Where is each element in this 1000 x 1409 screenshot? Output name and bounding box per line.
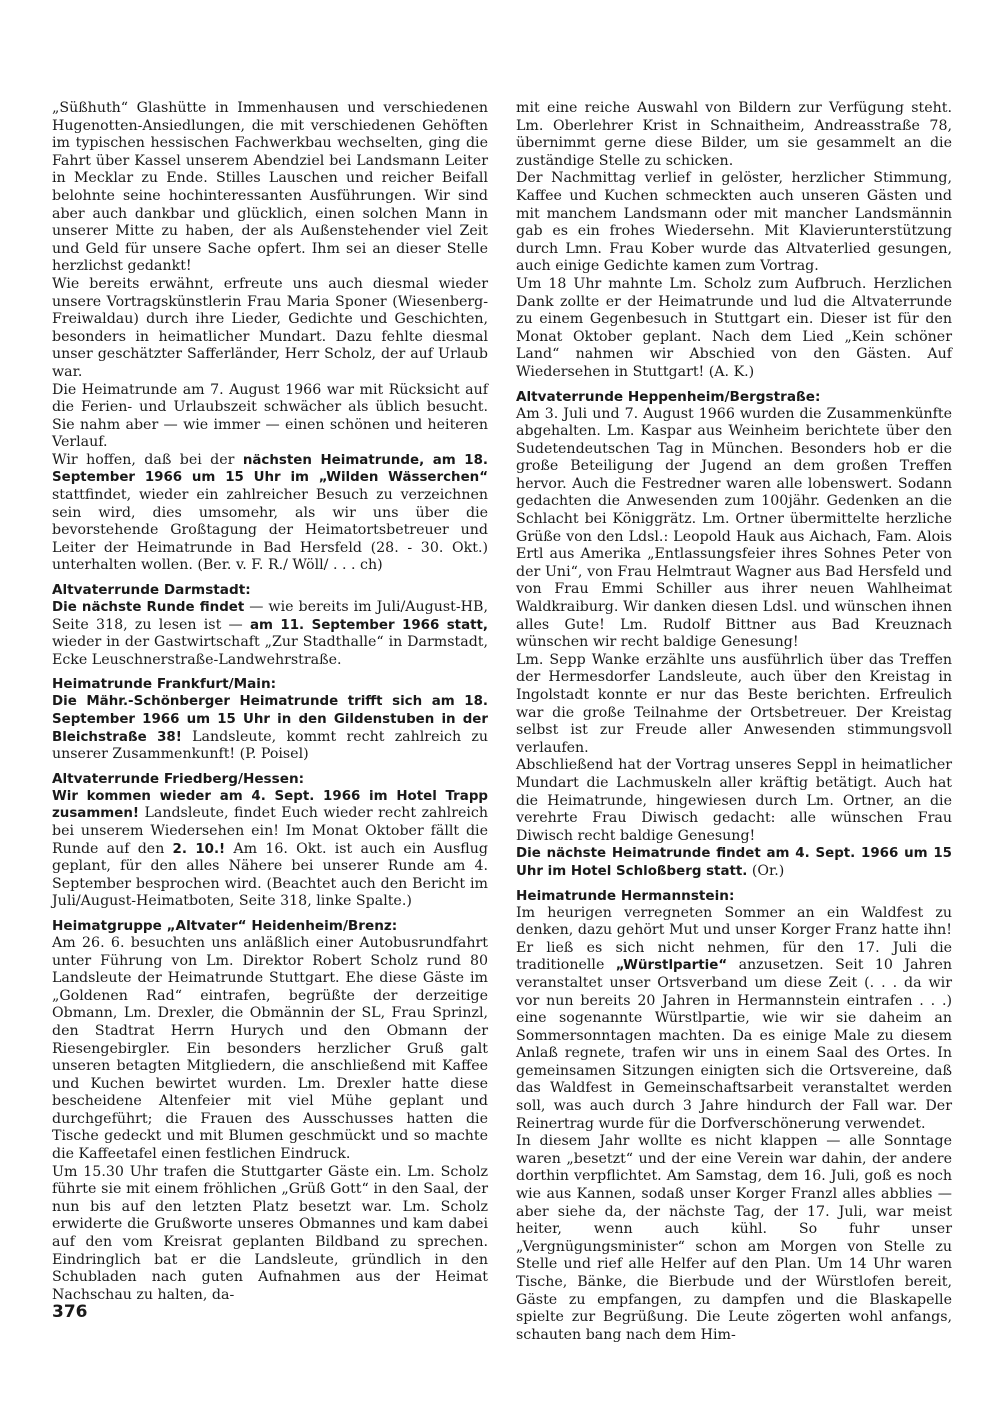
right-column — [516, 100, 952, 1344]
paragraph: Wie bereits erwähnt, erfreute uns auch diesmal wieder unsere Vortragskünstlerin Frau Maria Sponer (Wiesenberg-Freiwaldau) durch ihre Lieder, Gedichte und Geschichten, besonders in heimatlicher Mundart. Dazu fehlte diesmal unser geschätzter Safferländer, Herr Scholz, der auf Urlaub war. — [52, 275, 488, 380]
section-heading-heppenheim: Altvaterrunde Heppenheim/Bergstraße: — [516, 388, 821, 405]
paragraph: Der Nachmittag verlief in gelöster, herzlicher Stimmung, Kaffee und Kuchen schmeckten auch unseren Gästen und mit manchem Landsmann oder mit mancher Landsmännin gab es ein frohes Wiedersehn. Mit Klavierunterstützung durch Lmn. Frau Kober wurde das Altvaterlied gesungen, auch einige Gedichte kamen zum Vortrag. — [516, 170, 952, 275]
paragraph: Die Mähr.-Schönberger Heimatrunde trifft sich am 18. September 1966 um 15 Uhr in den Gildenstuben in der Bleichstraße 38! Landsleute, kommt recht zahlreich zu unserer Zusammenkunft! (P. Poisel) — [52, 694, 488, 763]
left-column — [52, 100, 488, 1304]
paragraph: Abschließend hat der Vortrag unseres Seppl in heimatlicher Mundart die Lachmuskeln aller kräftig betätigt. Auch hat die Heimatrunde, hingewiesen durch Lm. Ortner, an die verehrte Frau Diwisch gedacht: alle wünschen Frau Diwisch recht baldige Genesung! — [516, 757, 952, 844]
paragraph: Lm. Sepp Wanke erzählte uns ausführlich über das Treffen der Hermesdorfer Landsleute, auch über den Kreistag in Ingolstadt konnte er nur das Beste berichten. Erfreulich war die große Teilnahme der Ortsbetreuer. Der Kreistag selbst ist zur Freude aller Anwesenden stimmungsvoll verlaufen. — [516, 651, 952, 756]
paragraph: Um 18 Uhr mahnte Lm. Scholz zum Aufbruch. Herzlichen Dank zollte er der Heimatrunde und lud die Altvaterrunde zu einem Gegenbesuch in Stuttgart ein. Dieser ist für den Monat Oktober geplant. Nach dem Lied „Kein schöner Land“ nahmen wir Abschied von den Gästen. Auf Wiedersehen in Stuttgart! (A. K.) — [516, 275, 952, 380]
paragraph: Im heurigen verregneten Sommer an ein Waldfest zu denken, dazu gehört Mut und unser Korger Franz hatte ihn! Er ließ es sich nicht nehmen, für den 17. Juli die traditionelle „Würstlpartie“ anzusetzen. Seit 10 Jahren veranstaltet unser Ortsverband um diese Zeit (. . . da wir vor nun bereits 20 Jahren in Hermannstein eintrafen . . .) eine sogenannte Würstlpartie, wie wir sie daheim an Sommersonntagen machten. Da es einige Male zu diesem Anlaß regnete, trafen wir uns in einem Saal des Ortes. In gemeinsamen Sitzungen einigten sich die Ortsvereine, daß das Waldfest in Gemeinschaftsarbeit veranstaltet werden soll, was auch durch 3 Jahre hindurch der Fall war. Der Reinertrag wurde für die Dorfverschönerung verwendet. — [516, 904, 952, 1132]
section-heading-heidenheim: Heimatgruppe „Altvater“ Heidenheim/Brenz: — [52, 917, 398, 934]
paragraph: Die nächste Runde findet — wie bereits im Juli/August-HB, Seite 318, zu lesen ist — am 11. September 1966 statt, wieder in der Gastwirtschaft „Zur Stadthalle“ in Darmstadt, Ecke Leuschnerstraße-Landwehrstraße. — [52, 599, 488, 668]
paragraph: Um 15.30 Uhr trafen die Stuttgarter Gäste ein. Lm. Scholz führte sie mit einem fröhlichen „Grüß Gott“ in den Saal, der nun bis auf den letzten Platz besetzt war. Lm. Scholz erwiderte die Grußworte unseres Obmannes und kam dabei auf den vom Kreisrat geplanten Bildband zu sprechen. Eindringlich bat er die Landsleute, gründlich in den Schubladen nach guten Aufnahmen aus der Heimat Nachschau zu halten, da- — [52, 1163, 488, 1303]
paragraph: Die nächste Heimatrunde findet am 4. Sept. 1966 um 15 Uhr im Hotel Schloßberg statt. (Or.) — [516, 846, 952, 879]
section-heading-hermannstein: Heimatrunde Hermannstein: — [516, 887, 735, 904]
section-heading-darmstadt: Altvaterrunde Darmstadt: — [52, 582, 251, 599]
paragraph: In diesem Jahr wollte es nicht klappen — alle Sonntage waren „besetzt“ und der eine Verein war dahin, der andere dorthin verpflichtet. Am Samstag, dem 16. Juli, goß es noch wie aus Kannen, sodaß unser Korger Franzl alles abblies — aber siehe da, der nächste Tag, der 17. Juli, war meist heiter, wenn auch kühl. So fuhr unser „Vergnügungsminister“ schon am Morgen von Stelle zu Stelle und rief alle Helfer auf den Plan. Um 14 Uhr waren Tische, Bänke, die Bierbude und der Würstlofen bereit, Gäste zu empfangen, zu dampfen und die Blaskapelle spielte zur Begrüßung. Die Leute zögerten wohl anfangs, schauten bang nach dem Him- — [516, 1133, 952, 1343]
paragraph: Die Heimatrunde am 7. August 1966 war mit Rücksicht auf die Ferien- und Urlaubszeit schwächer als üblich besucht. Sie nahm aber — wie immer — einen schönen und heiteren Verlauf. — [52, 381, 488, 451]
paragraph: Am 3. Juli und 7. August 1966 wurden die Zusammenkünfte abgehalten. Lm. Kaspar aus Weinheim berichtete über den Sudetendeutschen Tag in München. Besonders hob er die große Beteiligung der Jugend an dem großen Treffen hervor. Auch die Festredner waren alle lobenswert. Sodann gedachten die Anwesenden zum 100jähr. Gedenken an die Schlacht bei Königgrätz. Lm. Ortner übermittelte herzliche Grüße von den Ldsl.: Leopold Hauk aus Aichach, Fam. Alois Ertl aus Amerika „Entlassungsfeier ihres Sohnes Peter von der Uni“, von Frau Helmtraut Wagner aus Bad Hersfeld und von Frau Emmi Schiller aus ihrer neuen Wahlheimat Waldkraiburg. Wir danken diesen Ldsl. und wünschen ihnen alles Gute! Lm. Rudolf Bittner aus Bad Kreuznach wünschen wir recht baldige Genesung! — [516, 405, 952, 651]
paragraph: Wir kommen wieder am 4. Sept. 1966 im Hotel Trapp zusammen! Landsleute, findet Euch wieder recht zahlreich bei unserem Wiedersehen ein! Im Monat Oktober fällt die Runde auf den 2. 10.! Am 16. Okt. ist auch ein Ausflug geplant, für den alles Nähere bei unserer Runde am 4. September besprochen wird. (Beachtet auch den Bericht im Juli/August-Heimatboten, Seite 318, linke Spalte.) — [52, 788, 488, 910]
page-number: 376 — [52, 1302, 88, 1322]
paragraph: Wir hoffen, daß bei der nächsten Heimatrunde, am 18. September 1966 um 15 Uhr im „Wilden Wässerchen“ stattfindet, wieder ein zahlreicher Besuch zu verzeichnen sein wird, dies umsomehr, als wir uns über die bevorstehende Großtagung der Heimatortsbetreuer und Leiter der Heimatrunde in Bad Hersfeld (28. - 30. Okt.) unterhalten wollen. (Ber. v. F. R./ Wöll/ . . . ch) — [52, 451, 489, 574]
section-heading-friedberg: Altvaterrunde Friedberg/Hessen: — [52, 770, 305, 787]
paragraph: mit eine reiche Auswahl von Bildern zur Verfügung steht. Lm. Oberlehrer Krist in Schnaitheim, Andreasstraße 78, übernimmt gerne diese Bilder, um sie gesammelt an die zuständige Stelle zu schicken. — [516, 100, 952, 169]
section-heading-frankfurt: Heimatrunde Frankfurt/Main: — [52, 676, 277, 693]
paragraph: Am 26. 6. besuchten uns anläßlich einer Autobusrundfahrt unter Führung von Lm. Direktor Robert Scholz rund 80 Landsleute der Heimatrunde Stuttgart. Ehe diese Gäste im „Goldenen Rad“ eintrafen, begrüßte der derzeitige Obmann, Lm. Drexler, die Obmännin der SL, Frau Sprinzl, den Stadtrat Herrn Hurych und den Obmann der Riesengebirgler. Ein besonders herzlicher Gruß galt unseren betagten Mitgliedern, die anschließend mit Kaffee und Kuchen bewirtet wurden. Lm. Drexler hatte diese bescheidene Altenfeier mit viel Mühe geplant und durchgeführt; die Frauen des Ausschusses hatten die Tische gedeckt und mit Blumen geschmückt und so machte die Kaffeetafel einen festlichen Eindruck. — [52, 934, 488, 1163]
paragraph: „Süßhuth“ Glashütte in Immenhausen und verschiedenen Hugenotten-Ansiedlungen, die mit verschiedenen Gehöften im typischen hessischen Fachwerkbau wechselten, ging die Fahrt über Kassel unserem Abendziel bei Landsmann Leiter in Mecklar zu Ende. Stilles Lauschen und reicher Beifall belohnte seine hochinteressanten Ausführungen. Wir sind aber auch dankbar und glücklich, einen solchen Mann in unserer Mitte zu haben, der als Außenstehender viel Zeit und Geld für unsere Sache opfert. Ihm sei an dieser Stelle herzlichst gedankt! — [52, 100, 488, 275]
